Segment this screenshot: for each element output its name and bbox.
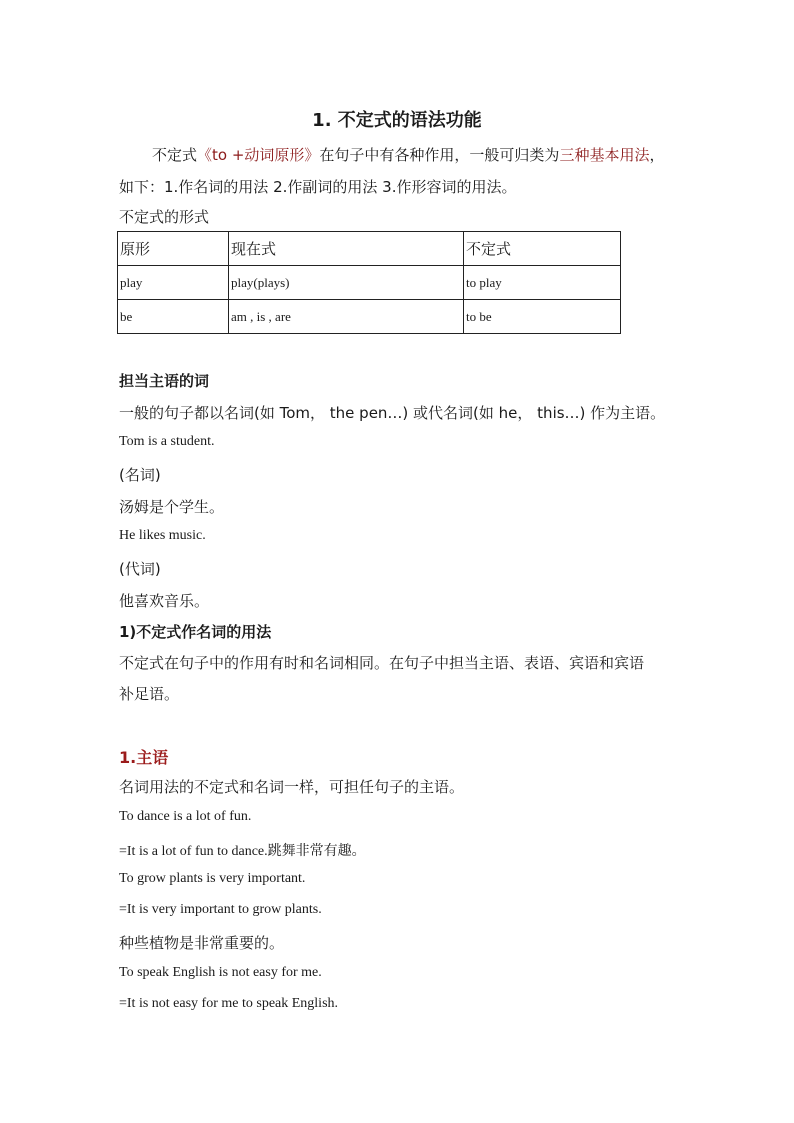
intro-line-1	[152, 144, 664, 165]
table-header-cell: 不定式	[464, 232, 621, 266]
table-row	[118, 266, 621, 300]
intro-text-a: 不定式	[152, 146, 198, 164]
page-title: 1. 不定式的语法功能	[312, 110, 482, 131]
intro-text-b: 在句子中有各种作用，一般可归类为	[319, 146, 560, 164]
subject-words-desc: 一般的句子都以名词(如 Tom， the pen…) 或代名词(如 he， this…) 作为主语。	[119, 404, 666, 422]
example-sentence: =It is very important to grow plants.	[119, 902, 322, 917]
table-header-cell: 原形	[118, 232, 229, 266]
forms-label: 不定式的形式	[119, 208, 210, 226]
table-cell: am , is , are	[229, 300, 464, 334]
example-sentence: Tom is a student.	[119, 434, 215, 449]
example-translation: 种些植物是非常重要的。	[119, 934, 285, 952]
example-translation: 汤姆是个学生。	[119, 498, 225, 516]
example-sentence: To grow plants is very important.	[119, 871, 306, 886]
noun-usage-heading: 1)不定式作名词的用法	[119, 623, 272, 641]
table-cell: play	[118, 266, 229, 300]
example-translation: 他喜欢音乐。	[119, 592, 210, 610]
intro-text-c: ，	[649, 146, 665, 164]
table-cell: play(plays)	[229, 266, 464, 300]
noun-usage-desc: 不定式在句子中的作用有时和名词相同。在句子中担当主语、表语、宾语和宾语	[119, 654, 645, 672]
subject-usage-heading: 1.主语	[119, 748, 169, 767]
example-sentence: =It is a lot of fun to dance.跳舞非常有趣。	[119, 844, 366, 859]
subject-words-heading: 担当主语的词	[119, 372, 210, 390]
subject-usage-desc: 名词用法的不定式和名词一样，可担任句子的主语。	[119, 778, 465, 796]
table-row	[118, 300, 621, 334]
example-note: (代词)	[119, 560, 161, 578]
example-sentence: To dance is a lot of fun.	[119, 809, 252, 824]
table-header-cell: 现在式	[229, 232, 464, 266]
table-cell: be	[118, 300, 229, 334]
intro-highlight-usages: 三种基本用法	[559, 146, 650, 164]
intro-line-2: 如下：1.作名词的用法 2.作副词的用法 3.作形容词的用法。	[119, 178, 517, 196]
table-header-row	[118, 232, 621, 266]
example-sentence: =It is not easy for me to speak English.	[119, 996, 339, 1011]
example-sentence: To speak English is not easy for me.	[119, 965, 322, 980]
example-sentence: He likes music.	[119, 528, 206, 543]
infinitive-forms-table	[117, 231, 621, 334]
table-cell: to play	[464, 266, 621, 300]
table-cell: to be	[464, 300, 621, 334]
example-note: (名词)	[119, 466, 161, 484]
noun-usage-desc-cont: 补足语。	[119, 685, 180, 703]
intro-highlight-formula: 《to +动词原形》	[197, 146, 320, 164]
